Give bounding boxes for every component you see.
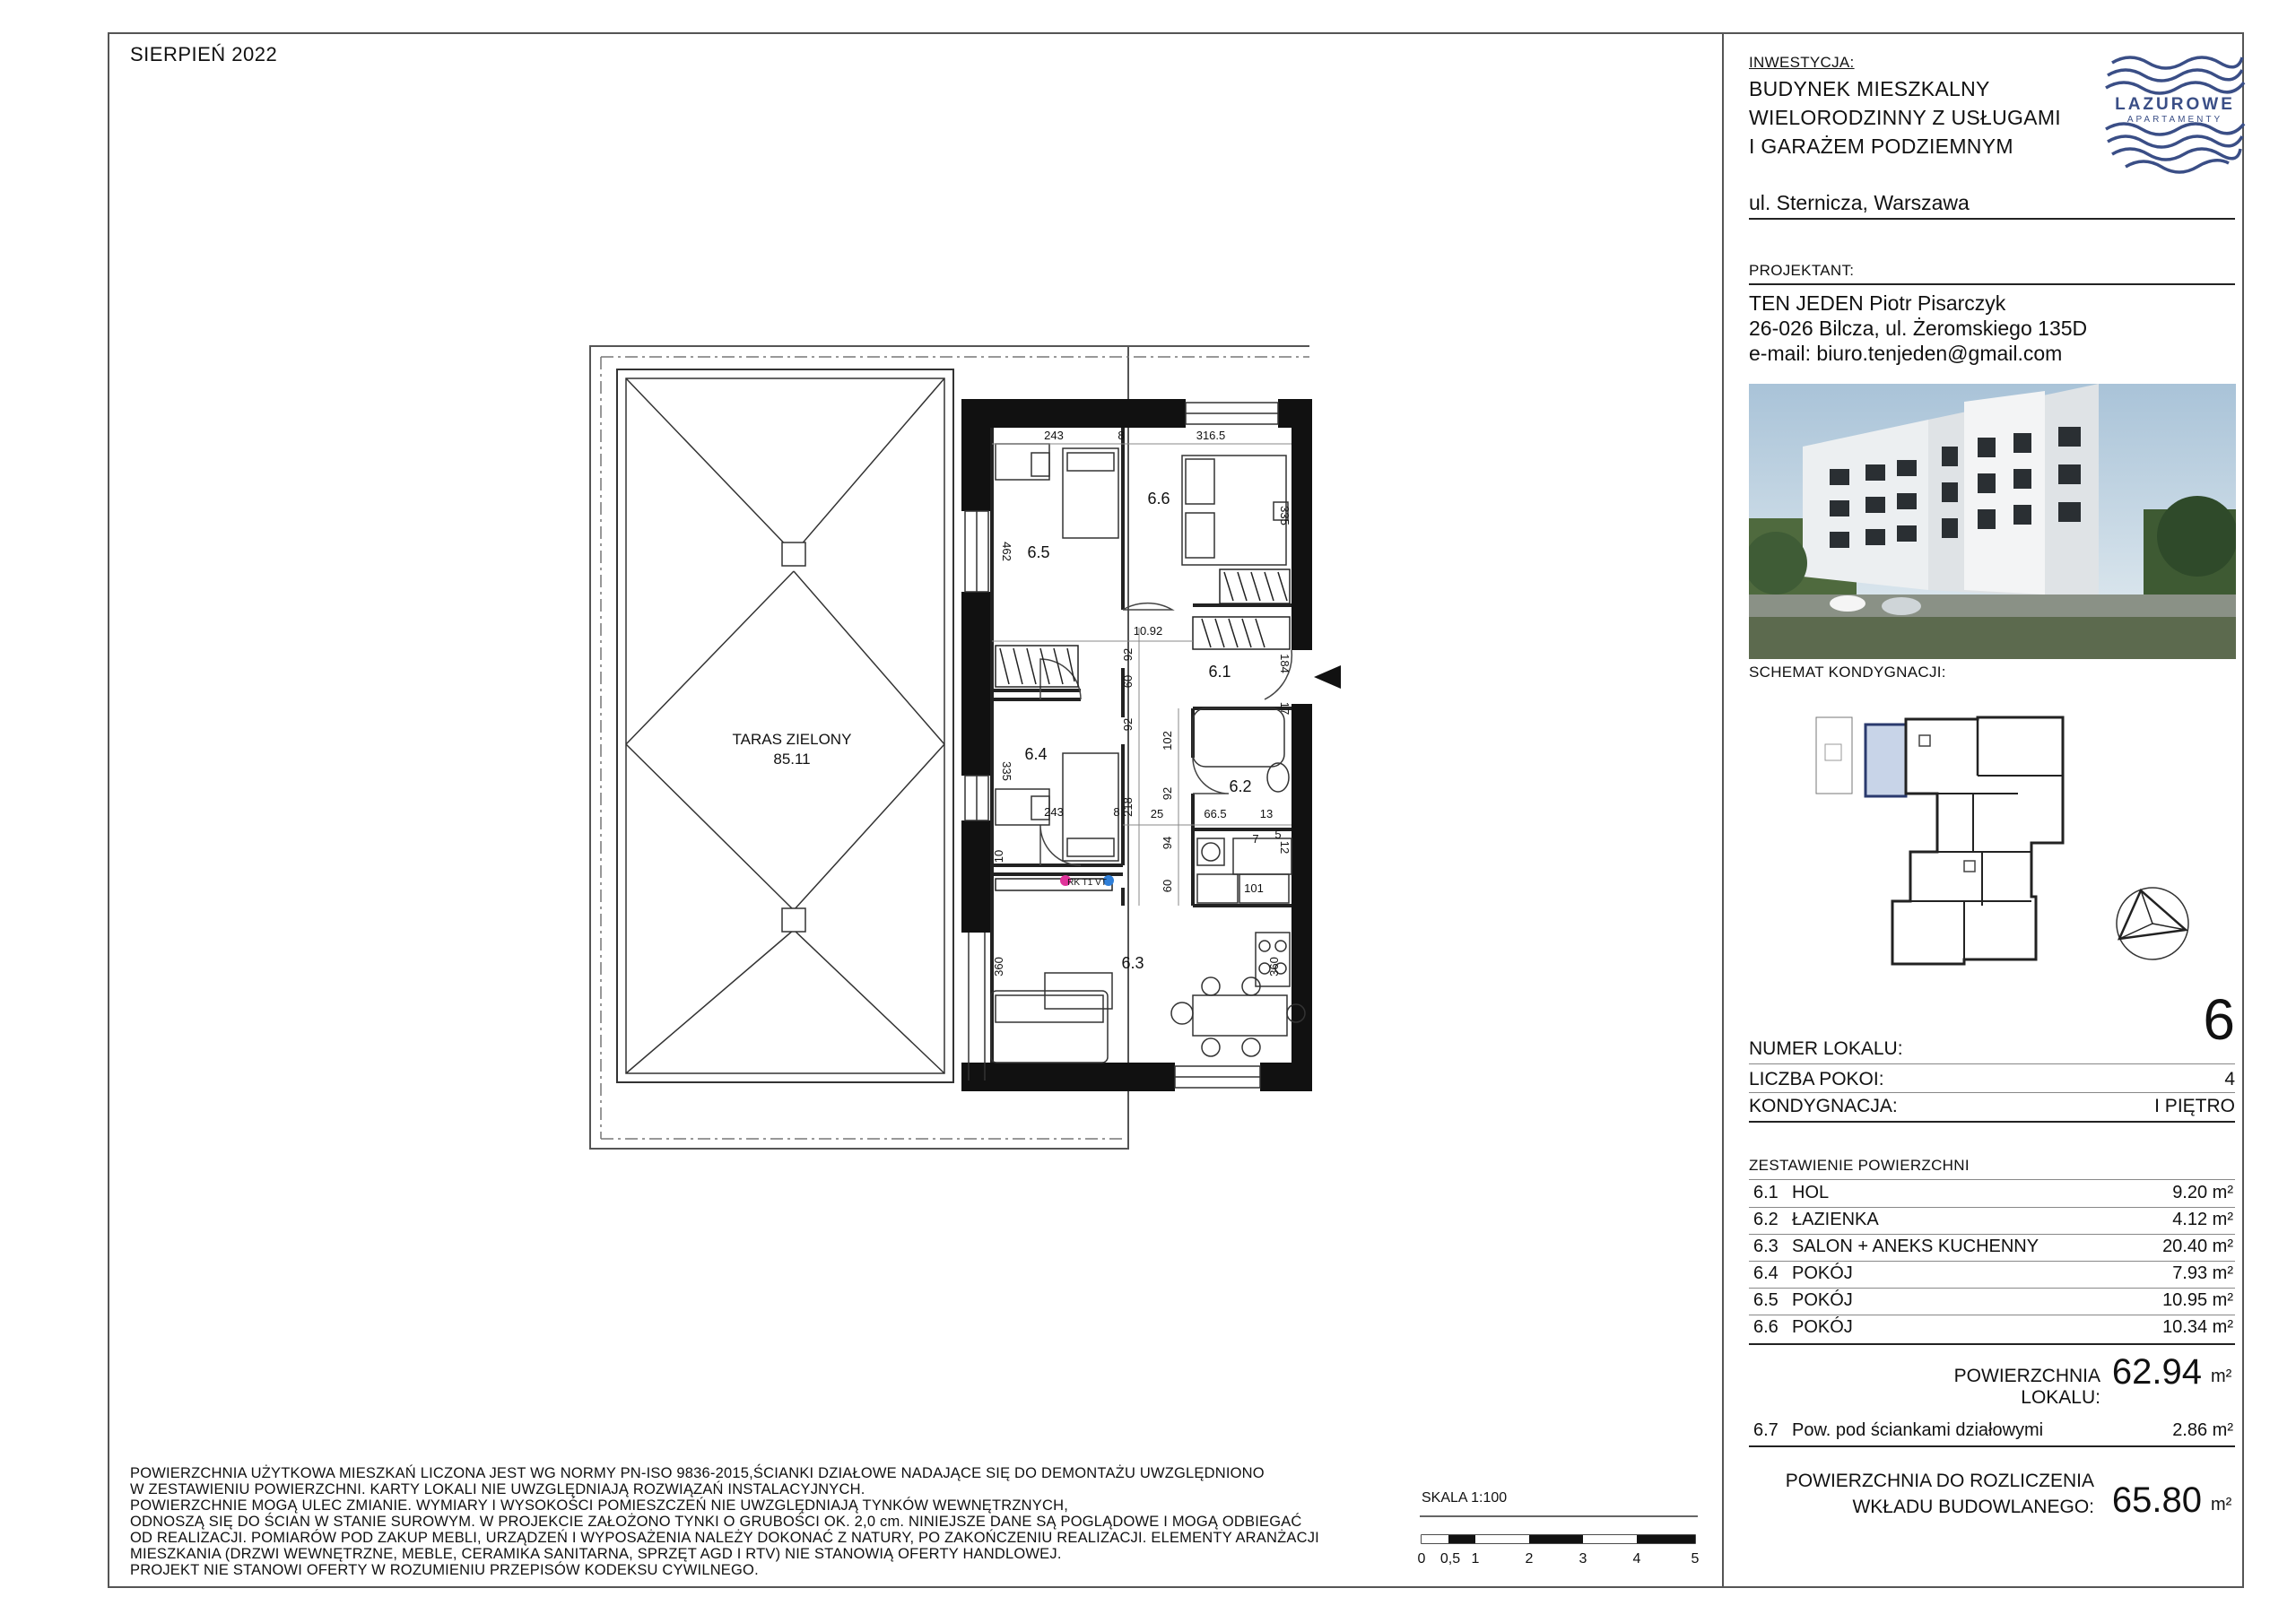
svg-text:8: 8 (1113, 805, 1120, 819)
svg-text:7: 7 (1252, 832, 1259, 846)
area-row: 6.1 HOL 9.20 m² (1753, 1183, 2233, 1202)
entrance-arrow-icon (1314, 665, 1341, 689)
scale-tick: 1 (1471, 1551, 1480, 1567)
svg-text:8: 8 (1118, 429, 1125, 442)
investment-line-3: I GARAŻEM PODZIEMNYM (1749, 135, 2013, 158)
settlement-label (1758, 1468, 2094, 1520)
areas-rule-2 (1749, 1234, 2235, 1235)
svg-text:66.5: 66.5 (1204, 807, 1227, 820)
room-label-6-2: 6.2 (1229, 777, 1252, 795)
area-row: 6.4 POKÓJ 7.93 m² (1753, 1263, 2233, 1283)
designer-name: TEN JEDEN Piotr Pisarczyk (1749, 291, 2006, 315)
room-label-6-3: 6.3 (1121, 954, 1144, 972)
investment-address: ul. Sternicza, Warszawa (1749, 191, 1970, 214)
disclaimer-line: POWIERZCHNIE MOGĄ ULEC ZMIANIE. WYMIARY I WYSOKOŚCI POMIESZCZEŃ NIE UWZGLĘDNIAJĄ TYNKÓW WEWNĘTRZNYCH, (130, 1497, 1069, 1514)
svg-text:102: 102 (1161, 731, 1174, 751)
svg-text:92: 92 (1121, 647, 1135, 662)
disclaimer-line: MIESZKANIA (DRZWI WEWNĘTRZNE, MEBLE, CERAMIKA SANITARNA, SPRZĘT AGD I RTV) NIE STANOWIĄ OFERTY HANDLOWEJ. (130, 1546, 1062, 1562)
areas-rule-3 (1749, 1261, 2235, 1262)
title-block-divider (1722, 32, 1724, 1588)
green-terrace (590, 346, 1309, 1149)
area-row: 6.2 ŁAZIENKA 4.12 m² (1753, 1210, 2233, 1229)
svg-text:335: 335 (1278, 506, 1292, 525)
areas-rule-1 (1749, 1207, 2235, 1208)
investment-label: INWESTYCJA: (1749, 54, 1855, 71)
lazurowe-logo (2099, 45, 2251, 188)
disclaimer-line: OD REALIZACJI. POMIARÓW POD ZAKUP MEBLI, URZĄDZEŃ I WYPOSAŻENIA NALEŻY DOKONAĆ Z NATURY, PO ZAKOŃCZENIU REALIZACJI. ELEMENTY ARANŻACJI (130, 1530, 1319, 1546)
scale-tick: 2 (1525, 1551, 1534, 1567)
area-row: 6.5 POKÓJ 10.95 m² (1753, 1290, 2233, 1310)
rooms-label: LICZBA POKOI: (1749, 1069, 1884, 1089)
scale-tick: 5 (1691, 1551, 1700, 1567)
partition-area-row: 6.7 Pow. pod ściankami działowymi 2.86 m² (1753, 1420, 2233, 1440)
logo-sub: APARTAMENTY (2126, 115, 2223, 125)
area-row: 6.6 POKÓJ 10.34 m² (1753, 1317, 2233, 1337)
svg-text:218: 218 (1121, 797, 1135, 817)
rule-rooms (1749, 1092, 2235, 1093)
scale-rule (1420, 1515, 1698, 1517)
scale-tick: 3 (1578, 1551, 1587, 1567)
svg-text:17: 17 (1278, 701, 1292, 716)
svg-text:316.5: 316.5 (1196, 429, 1226, 442)
designer-address: 26-026 Bilcza, ul. Żeromskiego 135D (1749, 317, 2088, 340)
total-area-label: POWIERZCHNIA LOKALU: (1953, 1366, 2100, 1408)
svg-text:5: 5 (1274, 828, 1282, 841)
svg-text:92: 92 (1121, 717, 1135, 732)
investment-line-2: WIELORODZINNY Z USŁUGAMI (1749, 106, 2061, 129)
disclaimer-line: POWIERZCHNIA UŻYTKOWA MIESZKAŃ LICZONA JEST WG NORMY PN-ISO 9836-2015,ŚCIANKI DZIAŁOWE NADAJĄCE SIĘ DO DEMONTAŻU UWZGLĘDNIONO (130, 1465, 1265, 1481)
svg-text:25: 25 (1150, 807, 1164, 820)
settlement-label-2: WKŁADU BUDOWLANEGO: (1852, 1497, 2094, 1517)
room-label-6-4: 6.4 (1024, 745, 1048, 763)
wardrobes (996, 569, 1290, 893)
areas-rule-0 (1749, 1179, 2235, 1180)
room-label-6-6: 6.6 (1147, 490, 1170, 508)
rooms-value: 4 (2224, 1069, 2235, 1089)
svg-text:92: 92 (1161, 786, 1174, 801)
unit-number: 6 (2203, 987, 2235, 1052)
svg-text:12: 12 (1278, 840, 1292, 855)
svg-text:360: 360 (992, 957, 1005, 976)
electrical-panel (1060, 875, 1114, 888)
floor-plan (587, 341, 1350, 1152)
svg-text:335: 335 (1000, 761, 1013, 781)
disclaimer-text (130, 1465, 1359, 1578)
total-area-value: 62.94 (2111, 1352, 2202, 1392)
svg-text:184: 184 (1278, 654, 1292, 673)
panel-label: RK T1 VT (1067, 878, 1107, 888)
rule-unit-number (1749, 1063, 2235, 1064)
scale-label: SKALA 1:100 (1422, 1490, 1508, 1506)
svg-text:10: 10 (992, 849, 1005, 864)
svg-text:101: 101 (1244, 881, 1264, 895)
svg-text:94: 94 (1161, 836, 1174, 850)
dimension-labels (992, 429, 1292, 976)
scale-tick: 4 (1632, 1551, 1641, 1567)
settlement-unit: m² (2211, 1495, 2232, 1515)
logo-name: LAZUROWE (2115, 95, 2235, 114)
svg-text:243: 243 (1044, 429, 1064, 442)
terrace-name: TARAS ZIELONY (732, 731, 852, 748)
floor-schema-diagram (1803, 708, 2090, 977)
disclaimer-line: ODNOSZĄ SIĘ DO ŚCIAN W STANIE SUROWYM. W PROJEKCIE ZAŁOŻONO TYNKI O GRUBOŚCI OK. 2,0 cm. NINIEJSZE DANE SĄ POGLĄDOWE I MOGĄ ODBIEGAĆ (130, 1514, 1302, 1530)
rule-investment (1749, 218, 2235, 220)
dimension-lines (992, 444, 1292, 906)
room-label-6-1: 6.1 (1208, 663, 1231, 681)
rule-floor (1749, 1121, 2235, 1123)
issue-date: SIERPIEŃ 2022 (130, 43, 278, 65)
terrace-area: 85.11 (773, 751, 811, 768)
room-label-6-5: 6.5 (1027, 543, 1050, 561)
designer-label: PROJEKTANT: (1749, 262, 1855, 279)
scale-tick: 0 (1417, 1551, 1426, 1567)
svg-text:462: 462 (1000, 542, 1013, 561)
svg-text:60: 60 (1161, 879, 1174, 893)
areas-rule-6 (1749, 1343, 2235, 1345)
disclaimer-line: PROJEKT NIE STANOWI OFERTY W ROZUMIENIU PRZEPISÓW KODEKSU CYWILNEGO. (130, 1562, 759, 1578)
svg-text:13: 13 (1259, 807, 1274, 820)
rule-partition (1749, 1445, 2235, 1447)
svg-text:360: 360 (1267, 957, 1281, 976)
unit-number-label: NUMER LOKALU: (1749, 1038, 1903, 1059)
disclaimer-line: W ZESTAWIENIU POWIERZCHNI. KARTY LOKALI NIE UWZGLĘDNIAJĄ ROZWIĄZAŃ INSTALACYJNYCH. (130, 1481, 865, 1497)
scale-tick: 0,5 (1439, 1551, 1461, 1567)
areas-rule-4 (1749, 1288, 2235, 1289)
area-row: 6.3 SALON + ANEKS KUCHENNY 20.40 m² (1753, 1237, 2233, 1256)
scale-bar (1417, 1531, 1704, 1575)
floor-label: KONDYGNACJA: (1749, 1096, 1898, 1116)
total-area-unit: m² (2211, 1367, 2232, 1386)
rule-designer (1749, 283, 2235, 285)
areas-title: ZESTAWIENIE POWIERZCHNI (1749, 1157, 1970, 1174)
floor-schema-label: SCHEMAT KONDYGNACJI: (1749, 664, 1946, 681)
settlement-label-1: POWIERZCHNIA DO ROZLICZENIA (1785, 1471, 2094, 1491)
settlement-value: 65.80 (2111, 1480, 2202, 1520)
svg-text:60: 60 (1121, 674, 1135, 689)
svg-text:10.92: 10.92 (1133, 624, 1163, 638)
svg-text:243: 243 (1044, 805, 1064, 819)
north-arrow-icon (2112, 883, 2193, 964)
floor-value: I PIĘTRO (2154, 1096, 2235, 1116)
designer-email: e-mail: biuro.tenjeden@gmail.com (1749, 342, 2063, 365)
building-render-image (1749, 384, 2236, 659)
investment-line-1: BUDYNEK MIESZKALNY (1749, 77, 1990, 100)
